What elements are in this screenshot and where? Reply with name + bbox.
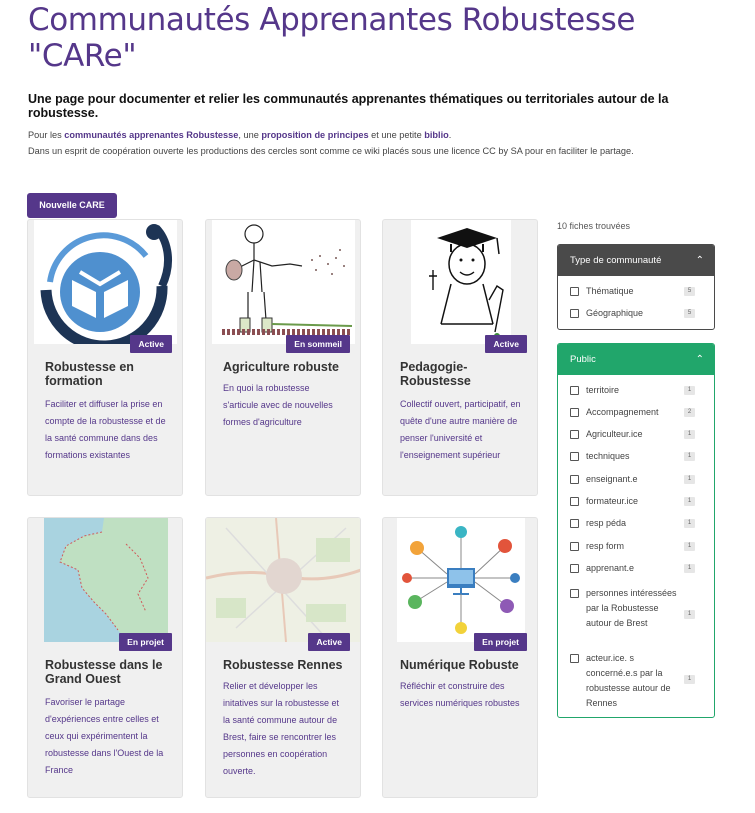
card-title[interactable]: Agriculture robuste (223, 360, 339, 374)
status-badge: En sommeil (286, 335, 350, 353)
facet-count: 1 (684, 386, 695, 395)
card-description: En quoi la robustesse s'articule avec de nouvelles formes d'agriculture (223, 383, 333, 427)
link-biblio[interactable]: biblio (424, 130, 449, 140)
card-image (212, 220, 355, 344)
card-title[interactable]: Robustesse dans le Grand Ouest (45, 658, 163, 686)
card-image (206, 518, 361, 642)
card-description: Faciliter et diffuser la prise en compte de la robustesse et de la santé commune dans des formations existantes (45, 399, 166, 460)
status-badge: En projet (474, 633, 527, 651)
checkbox[interactable] (570, 475, 579, 484)
card-title[interactable]: Pedagogie-Robustesse (400, 360, 471, 388)
facet-count: 5 (684, 309, 695, 318)
facet-count: 1 (684, 610, 695, 619)
card-title[interactable]: Robustesse en formation (45, 360, 134, 388)
card-grand-ouest[interactable] (27, 517, 183, 798)
checkbox[interactable] (570, 497, 579, 506)
chevron-up-icon: ⌃ (695, 255, 704, 266)
checkbox[interactable] (570, 309, 579, 318)
link-principes[interactable]: proposition de principes (261, 130, 369, 140)
facet-count: 1 (684, 564, 695, 573)
checkbox[interactable] (570, 519, 579, 528)
intro-text: Pour les communautés apprenantes Robustesse, une proposition de principes et une petite biblio. Dans un esprit de coopération ouverte les productions des cercles sont comme ce wiki placés sous une licence CC by SA pour en faciliter le partage. (28, 130, 634, 156)
facet-count: 1 (684, 497, 695, 506)
facet-count: 5 (684, 287, 695, 296)
facet-type-header[interactable]: Type de communauté ⌃ (558, 245, 714, 276)
page-subtitle: Une page pour documenter et relier les communautés apprenantes thématiques ou territoriales autour de la robustesse. (28, 92, 669, 120)
facet-public: Public ⌃ territoire 1 Accompagnement 2 Agriculteur.ice 1 techniques 1 enseignant.e 1 formateur.ice 1 resp péda 1 resp form 1 apprenant.e 1 personnes intéressées par la Robustesse autour de Brest 1 acteur.ice. s concerné.e.s par la robustesse autour de Rennes 1 (557, 343, 715, 718)
card-description: Collectif ouvert, participatif, en quête d'une autre manière de penser l'université et l'enseignement supérieur (400, 399, 521, 460)
facet-type-communaute: Type de communauté ⌃ Thématique 5 Géographique 5 (557, 244, 715, 330)
checkbox[interactable] (570, 542, 579, 551)
checkbox[interactable] (570, 564, 579, 573)
facet-count: 1 (684, 452, 695, 461)
facet-count: 1 (684, 675, 695, 684)
link-communautes[interactable]: communautés apprenantes Robustesse (64, 130, 239, 140)
new-care-button[interactable]: Nouvelle CARE (27, 193, 117, 218)
card-robustesse-formation[interactable] (27, 219, 183, 496)
status-badge: En projet (119, 633, 172, 651)
facet-count: 1 (684, 430, 695, 439)
status-badge: Active (308, 633, 350, 651)
card-description: Réfléchir et construire des services numériques robustes (400, 681, 520, 708)
facet-count: 1 (684, 542, 695, 551)
card-robustesse-rennes[interactable] (205, 517, 361, 798)
page-title: Communautés Apprenantes Robustesse "CARe" (28, 2, 635, 74)
card-image (411, 220, 511, 344)
facet-count: 2 (684, 408, 695, 417)
facet-count: 1 (684, 475, 695, 484)
card-image (34, 220, 177, 344)
card-title[interactable]: Numérique Robuste (400, 658, 519, 672)
results-count: 10 fiches trouvées (557, 221, 631, 231)
card-description: Favoriser le partage d'expériences entre celles et ceux qui expérimentent la robustesse dans l'Ouest de la France (45, 697, 164, 775)
checkbox[interactable] (570, 452, 579, 461)
facet-public-header[interactable]: Public ⌃ (558, 344, 714, 375)
facet-count: 1 (684, 519, 695, 528)
checkbox[interactable] (570, 430, 579, 439)
checkbox[interactable] (570, 287, 579, 296)
card-image (397, 518, 525, 642)
card-pedagogie-robustesse[interactable] (382, 219, 538, 496)
chevron-up-icon: ⌃ (695, 354, 704, 365)
card-description: Relier et développer les initatives sur la robustesse et la santé commune autour de Brest, faire se rencontrer les personnes en coopération ouverte. (223, 681, 340, 776)
checkbox[interactable] (570, 589, 579, 598)
checkbox[interactable] (570, 654, 579, 663)
status-badge: Active (130, 335, 172, 353)
checkbox[interactable] (570, 386, 579, 395)
checkbox[interactable] (570, 408, 579, 417)
card-title[interactable]: Robustesse Rennes (223, 658, 343, 672)
card-numerique-robuste[interactable] (382, 517, 538, 798)
card-image (44, 518, 168, 642)
card-agriculture-robuste[interactable] (205, 219, 361, 496)
status-badge: Active (485, 335, 527, 353)
